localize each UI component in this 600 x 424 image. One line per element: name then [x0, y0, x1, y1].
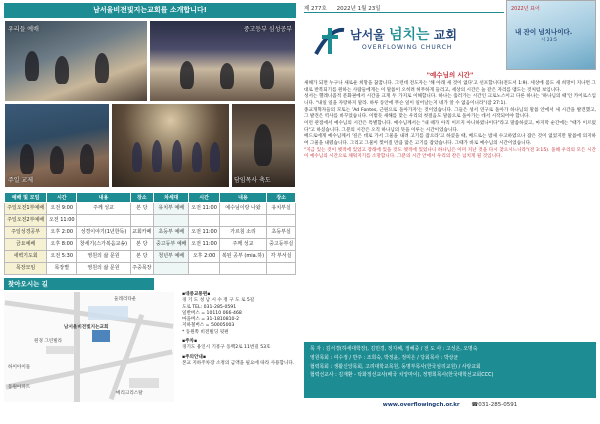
sermon-paragraph: "지금 있는 것이 옛적에 있었고 장래에 있을 것도 옛적에 있었나니 하나님은 이미 지난 것을 다시 찾으시느니라"(전 3:15). 올해 우리의 모든 시간이 예수님의 시간으로 채워지기를 소망합니다. 그분의 시간 안에서 우리의 잔은 넘치게 될 것입니다. — [304, 147, 596, 160]
directions-section — [4, 292, 296, 402]
staff-line: 영원목회 : 여수정 / 반주 : 조희숙, 박정윤, 정미은 / 당회목사 : 박상균 — [310, 354, 459, 361]
transit-heading: ▪대중교통편▪ — [182, 292, 211, 297]
schedule-cell: 오전 11:00 — [189, 203, 219, 215]
schedule-header: 장소 — [267, 193, 296, 203]
schedule-cell: 목장모임 — [5, 263, 47, 275]
year-motto-banner — [506, 0, 596, 70]
schedule-cell: 오전 5:30 — [47, 251, 77, 263]
address-text: 경 기 도 성 남 시 수 정 구 도 로 5길 — [182, 298, 255, 304]
schedule-header: 내용 — [219, 193, 267, 203]
photo-choir — [111, 103, 230, 188]
sermon-paragraph: 종교개혁자들의 모토는 'Ad Fontes, 근원으로 돌아가자'는 것이었습니다. 그들은 성서 연구로 돌아가 하나님의 말씀 안에서 새 시간을 발견했고, 그 발견은 역사를 바꾸었습니다. 이렇듯 새해를 맞는 우리의 첫걸음도 말씀으로 돌아가는 데서 시작되어야 합니다. — [304, 107, 596, 120]
schedule-cell: 창세기(스가복음교송) — [77, 239, 130, 251]
schedule-cell: 오전 11:00 — [189, 239, 219, 251]
directions-title: 찾아오시는 길 — [4, 278, 154, 290]
schedule-cell: 오전 11:00 — [189, 227, 219, 239]
motto-year: 2022년 표어 — [511, 6, 540, 12]
schedule-header: 예배 및 모임 — [5, 193, 47, 203]
church-marker — [92, 330, 110, 342]
photo-worship — [4, 20, 148, 102]
schedule-cell — [130, 215, 154, 227]
staff-line: 목 자 : 김서경(하세대학장), 김민경, 정지혜, 정혜중 / 전 도 사 : 고성은, 오명숙 — [310, 346, 478, 352]
directions-info — [182, 292, 296, 367]
schedule-header: 내용 — [77, 193, 130, 203]
schedule-cell — [77, 215, 130, 227]
schedule-cell: 예수님이랑 나왔 — [219, 203, 267, 215]
schedule-cell: 가르침 소리 — [219, 227, 267, 239]
schedule-cell: 주께 성교 — [219, 239, 267, 251]
transit-line: 일반버스 = 10110 066-468 — [182, 310, 242, 316]
church-name — [350, 24, 457, 44]
schedule-cell: 교회카페 — [130, 227, 154, 239]
footer-phone: ☎031-285-0591 — [471, 402, 518, 408]
church-name-main: 넘치는 — [388, 27, 430, 43]
map-label: 둘레리타운 — [114, 297, 137, 302]
website-link[interactable]: www.overflowingch.or.kr — [382, 402, 460, 408]
schedule-cell: 청년부 예배 — [154, 251, 189, 263]
transit-line: 마을버스 = 31-1810810-2 — [182, 317, 240, 323]
photo-caption: 담임목사 축도 — [234, 177, 271, 184]
schedule-cell — [154, 215, 189, 227]
parking-text: 경기도 용인시 기흥구 동백2로 11번길 53호 — [182, 345, 271, 351]
sermon-paragraph: 베드로에게 예수님께서 '깊은 데로 가서 그물을 내려 고기를 잡으라'고 하셨을 때, 베드로는 밤새 수고하였으나 잡은 것이 없었지만 말씀에 의지하여 그물을 내렸습니다. 그리고 그물이 찢어질 만큼 많은 고기를 잡았습니다. 그때가 바로 예수님의 시간이었습니다. — [304, 134, 596, 146]
schedule-cell — [154, 263, 189, 275]
schedule-cell: 금요예배 — [5, 239, 47, 251]
schedule-header: 차세대 — [154, 193, 189, 203]
schedule-cell: 주께 성교 — [77, 203, 130, 215]
schedule-cell: 초등부실 — [267, 227, 296, 239]
schedule-cell: 주일오전1부예배 — [5, 203, 47, 215]
photo-youth-study — [149, 20, 296, 102]
motto-reference: 시 23:5 — [541, 38, 557, 43]
schedule-cell: 오전 11:00 — [47, 215, 77, 227]
schedule-header: 시간 — [47, 193, 77, 203]
schedule-cell: 본 당 — [130, 203, 154, 215]
schedule-row — [5, 263, 296, 275]
location-map — [4, 292, 174, 402]
schedule-cell: 주일오전2부예배 — [5, 215, 47, 227]
parking-heading: ▪주차▪ — [182, 339, 198, 345]
map-label: 동원아파트 — [8, 385, 31, 390]
schedule-cell — [189, 215, 219, 227]
schedule-cell: 각 부서실 — [267, 251, 296, 263]
schedule-cell: 오전 9:00 — [47, 203, 77, 215]
photo-fellowship — [4, 103, 110, 188]
schedule-cell: 오후 2:00 — [47, 227, 77, 239]
schedule-cell — [267, 263, 296, 275]
sermon-body — [304, 81, 596, 161]
sermon-paragraph: 성서는 헬레니즘적 문화권에서 시간을 크게 두 가지로 이해합니다. 하나는 흘러가는 시간인 크로노스이고 다른 하나는 '하나님의 때'인 카이로스입니다. "내일 일을 자랑하지 말라. 하루 동안에 무슨 일이 일어날는지 네가 알 수 없음이니라"(잠 27:1). — [304, 94, 596, 106]
map-label: 하이아이돌 — [8, 365, 31, 370]
staff-line: 협력선교사 : 김재환 - 탁화정선교사(배국 치앙마이), 정명희목사(한국대학선교회CCC) — [310, 372, 494, 379]
intro-title-bar: 남서울비전빛지는교회를 소개합니다! — [4, 3, 296, 18]
sermon-paragraph: 새해가 되면 누구나 새로운 희망을 꿈꿉니다. 그런데 전도자는 '해 아래 새 것이 없다'고 선포합니다(전도서 1:9). 세상에 몸도 새 희망이 지나면 그대로 반복되기를 원하는 사람들에게는 이 말씀이 오히려 허무하게 들리고, 세상의 시간은 늘 같은 자리를 맴도는 것처럼 보입니다. — [304, 81, 596, 93]
schedule-row — [5, 227, 296, 239]
map-label-church: 남서울비전빛지는교회 — [64, 325, 109, 330]
worship-schedule-table — [4, 192, 296, 275]
church-name-suffix: 교회 — [433, 28, 457, 42]
church-logo-icon — [312, 24, 348, 58]
schedule-cell: 중고등부 예배 — [154, 239, 189, 251]
schedule-row — [5, 251, 296, 263]
issue-number: 제 277호 — [304, 6, 327, 12]
schedule-cell: 목장별 — [47, 263, 77, 275]
schedule-cell: 영원의 삶 문원 — [77, 263, 130, 275]
photo-collage — [4, 20, 296, 188]
schedule-header: 시간 — [189, 193, 219, 203]
left-page — [4, 0, 296, 424]
schedule-cell: 새벽기도회 — [5, 251, 47, 263]
photo-benediction — [231, 103, 296, 188]
transit-line: * 동원쪽 비전빌딩 뒷편 — [182, 329, 229, 335]
church-english-name: OVERFLOWING CHURCH — [362, 44, 453, 51]
notice-heading: ▪주의안내▪ — [182, 354, 206, 360]
schedule-cell — [189, 263, 219, 275]
notice-text: 본교 지하주차장 소정의 금액을 필요에 따라 사용합니다. — [182, 360, 295, 366]
schedule-cell: 본 당 — [130, 239, 154, 251]
phone-text: 도로 TEL: 031-285-0591 — [182, 304, 237, 310]
schedule-cell — [267, 215, 296, 227]
photo-caption: 주일 교제 — [8, 177, 34, 184]
staff-box — [304, 342, 596, 398]
schedule-cell: 성경이야기(1년한독) — [77, 227, 130, 239]
schedule-cell: 영원의 삶 문원 — [77, 251, 130, 263]
sermon-title: "예수님의 시간" — [426, 71, 474, 79]
schedule-cell: 오후 8:00 — [47, 239, 77, 251]
transit-line: 지하철버스 = 50005003 — [182, 323, 235, 329]
schedule-cell: 주중목장 — [130, 263, 154, 275]
issue-date: 2022년 1월 23일 — [336, 6, 381, 12]
sermon-paragraph: 이런 관점에서 예수님의 시간은 특별합니다. 예수님께서는 "내 때가 아직 이르지 아니하였나이다"라고 말씀하셨고, 마지막 순간에는 "때가 이르렀다"고 하셨습니다. 그분의 시간은 오직 하나님의 뜻을 이루는 시간이었습니다. — [304, 120, 596, 133]
right-page — [304, 0, 596, 424]
schedule-row — [5, 239, 296, 251]
schedule-cell: 유치부 예배 — [154, 203, 189, 215]
photo-caption: 우리들 예배 — [8, 26, 39, 33]
schedule-cell: 복된 공부 (mia.하) — [219, 251, 267, 263]
motto-verse: 내 잔이 넘치나이다. — [515, 28, 573, 36]
staff-line: 협력목회 : 생활신앙목회, 고려대학교목원, 동명부목사(한국심리교원) / 사랑교회 — [310, 363, 481, 370]
schedule-row — [5, 215, 296, 227]
schedule-row — [5, 203, 296, 215]
schedule-cell: 주일성경공부 — [5, 227, 47, 239]
footer — [304, 402, 596, 408]
map-label: 메리크리스탈 — [116, 391, 143, 396]
schedule-header: 장소 — [130, 193, 154, 203]
schedule-cell — [219, 215, 267, 227]
photo-caption: 중고등부 심성공부 — [243, 26, 292, 33]
church-name-prefix: 남서울 — [350, 28, 385, 42]
schedule-cell: 중고등부실 — [267, 239, 296, 251]
schedule-cell: 오후 2:00 — [189, 251, 219, 263]
map-label: 원경 그린빌라 — [34, 339, 63, 344]
schedule-cell: 유치부실 — [267, 203, 296, 215]
schedule-cell: 초등부 예배 — [154, 227, 189, 239]
issue-line — [304, 4, 504, 13]
schedule-cell — [219, 263, 267, 275]
schedule-cell: 본 당 — [130, 251, 154, 263]
